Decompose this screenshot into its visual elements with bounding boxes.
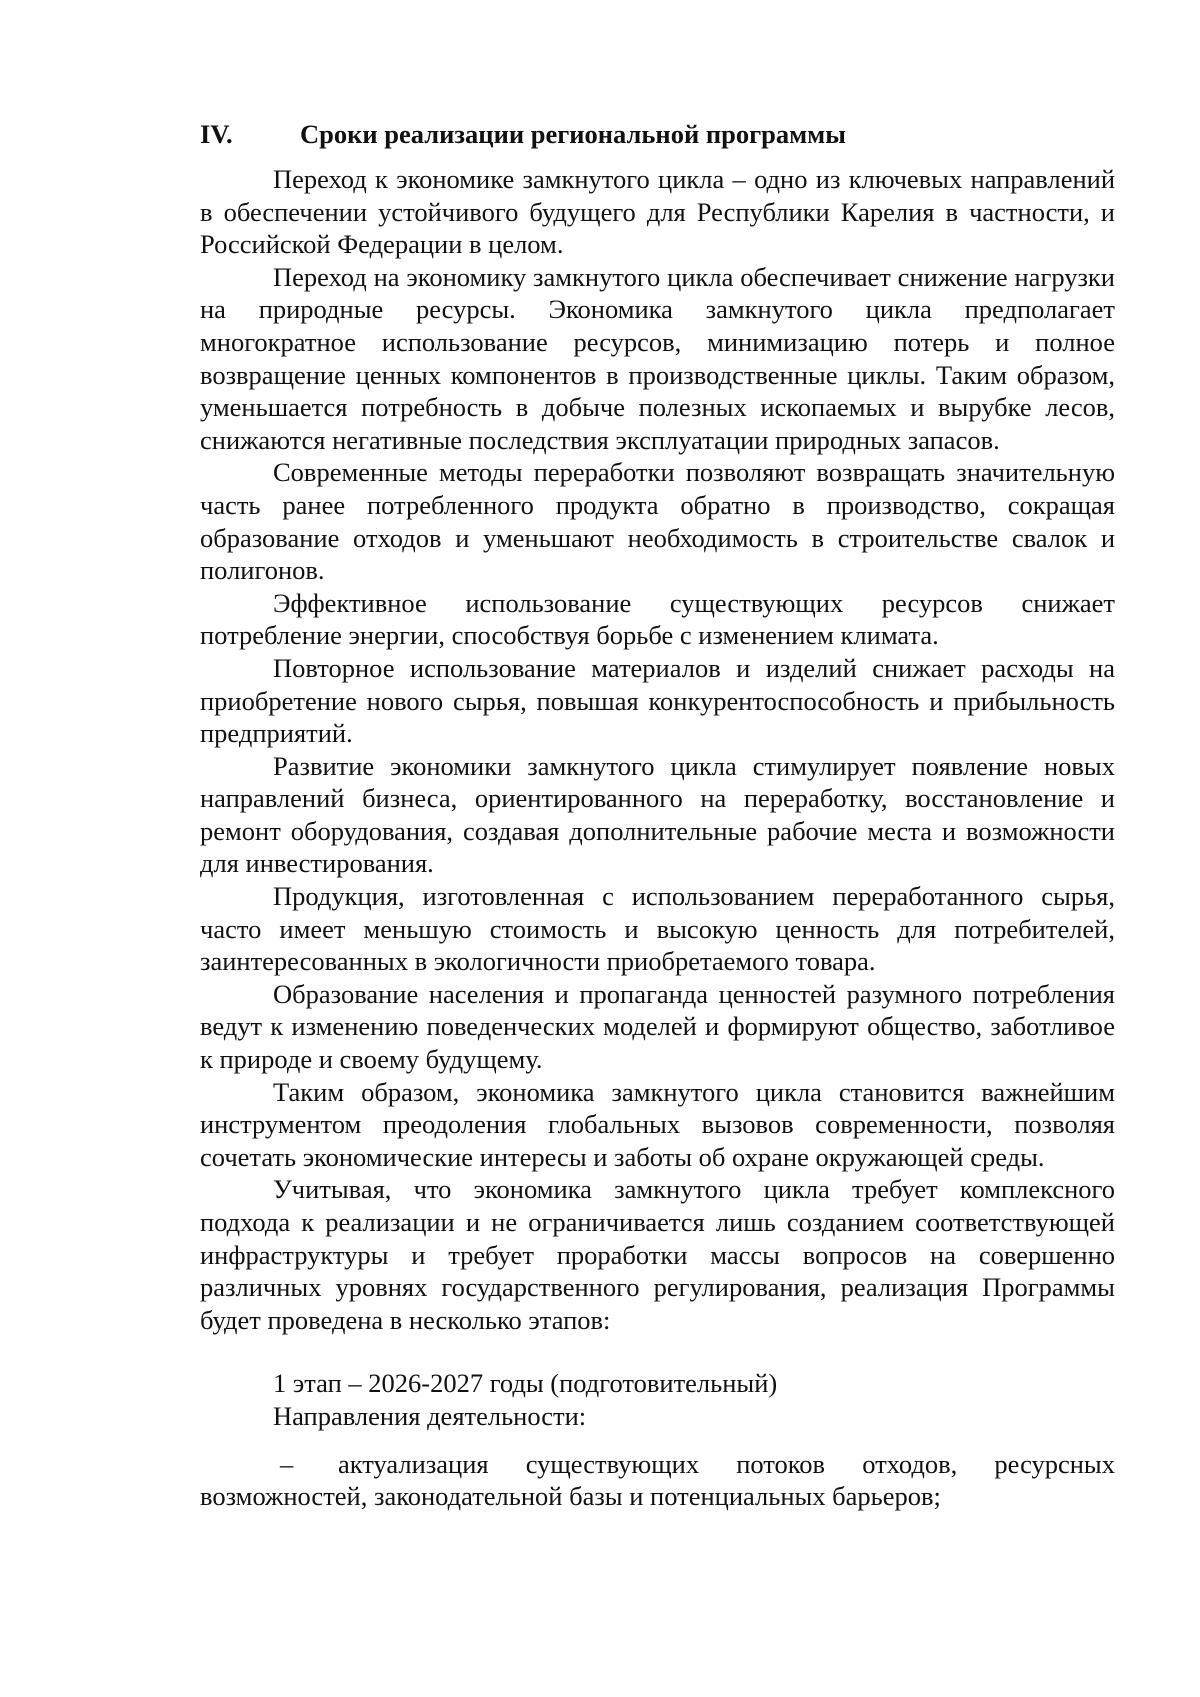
bullet-dash-marker: –: [280, 1448, 294, 1479]
section-heading: [200, 118, 1115, 150]
stage-title: 1 этап – 2026-2027 годы (подготовительный): [273, 1368, 778, 1399]
paragraph: Развитие экономики замкнутого цикла стимулирует появление новых направлений бизнеса, ориентированного на переработку, восстановление и ремонт оборудования, создавая дополнительные рабочие места и возможности для инвестирования.: [200, 750, 1115, 879]
paragraph: Эффективное использование существующих ресурсов снижает потребление энергии, способствуя борьбе с изменением климата.: [200, 587, 1115, 651]
paragraph: Переход к экономике замкнутого цикла – одно из ключевых направлений в обеспечении устойчивого будущего для Республики Карелия в частности, и Российской Федерации в целом.: [200, 164, 1115, 260]
bullet-text: актуализация существующих потоков отходов, ресурсных возможностей, законодательной базы и потенциальных барьеров;: [200, 1448, 1115, 1512]
section-number: IV.: [200, 119, 233, 149]
directions-label: Направления деятельности:: [273, 1400, 587, 1431]
paragraph: Продукция, изготовленная с использованием переработанного сырья, часто имеет меньшую стоимость и высокую ценность для потребителей, заинтересованных в экологичности приобретаемого товара.: [200, 881, 1115, 977]
paragraph: Таким образом, экономика замкнутого цикла становится важнейшим инструментом преодоления глобальных вызовов современности, позволяя сочетать экономические интересы и заботы об охране окружающей среды.: [200, 1076, 1115, 1172]
paragraph: Образование населения и пропаганда ценностей разумного потребления ведут к изменению поведенческих моделей и формируют общество, заботливое к природе и своему будущему.: [200, 978, 1115, 1075]
paragraph: Повторное использование материалов и изделий снижает расходы на приобретение нового сырья, повышая конкурентоспособность и прибыльность предприятий.: [200, 652, 1115, 749]
bullet-item: [200, 1448, 1115, 1513]
paragraph: Учитывая, что экономика замкнутого цикла требует комплексного подхода к реализации и не ограничивается лишь созданием соответствующей инфраструктуры и требует проработки массы вопросов на совершенно различных уровнях государственного регулирования, реализация Программы будет проведена в несколько этапов:: [200, 1174, 1115, 1335]
paragraph: Современные методы переработки позволяют возвращать значительную часть ранее потребленного продукта обратно в производство, сокращая образование отходов и уменьшают необходимость в строительстве свалок и полигонов.: [200, 457, 1115, 586]
section-title: Сроки реализации региональной программы: [300, 119, 846, 149]
stage-block: [200, 1367, 1115, 1512]
paragraph: Переход на экономику замкнутого цикла обеспечивает снижение нагрузки на природные ресурсы. Экономика замкнутого цикла предполагает многократное использование ресурсов, минимизацию потерь и полное возвращение ценных компонентов в производственные циклы. Таким образом, уменьшается потребность в добыче полезных ископаемых и вырубке лесов, снижаются негативные последствия эксплуатации природных запасов.: [200, 261, 1115, 455]
document-page: [200, 118, 1115, 1513]
